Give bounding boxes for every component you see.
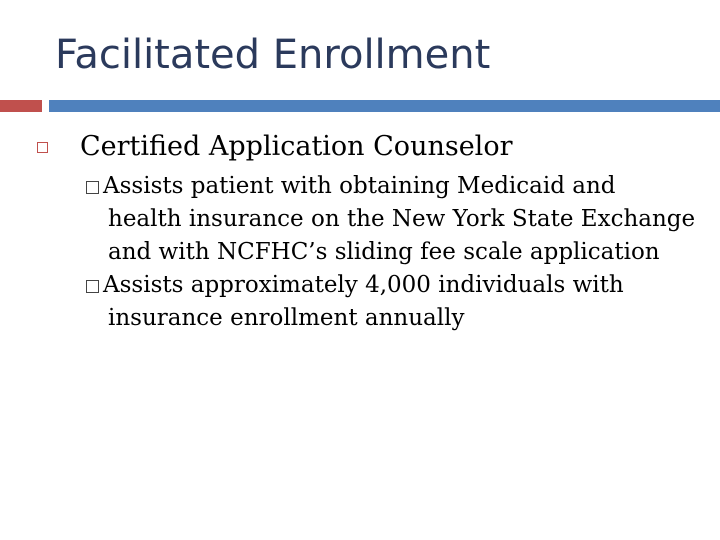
sub-bullet-line: Assists patient with obtaining Medicaid and	[103, 173, 616, 199]
sub-bullet-enrollment-count	[86, 269, 706, 335]
sub-bullet-box-icon	[86, 280, 99, 293]
bullet-certified-application-counselor: Certified Application Counselor	[80, 131, 513, 162]
slide-title: Facilitated Enrollment	[55, 32, 491, 78]
sub-bullet-box-icon	[86, 181, 99, 194]
sub-bullet-line: and with NCFHC’s sliding fee scale application	[108, 239, 660, 265]
sub-bullet-line: health insurance on the New York State Exchange	[108, 206, 696, 232]
header-accent-red-bar	[0, 100, 42, 112]
sub-bullet-line: insurance enrollment annually	[108, 305, 465, 331]
sub-bullet-medicaid-assistance	[86, 170, 706, 269]
sub-bullet-line: Assists approximately 4,000 individuals with	[103, 272, 624, 298]
bullet-square-icon	[37, 142, 48, 153]
header-accent-blue-bar	[49, 100, 720, 112]
